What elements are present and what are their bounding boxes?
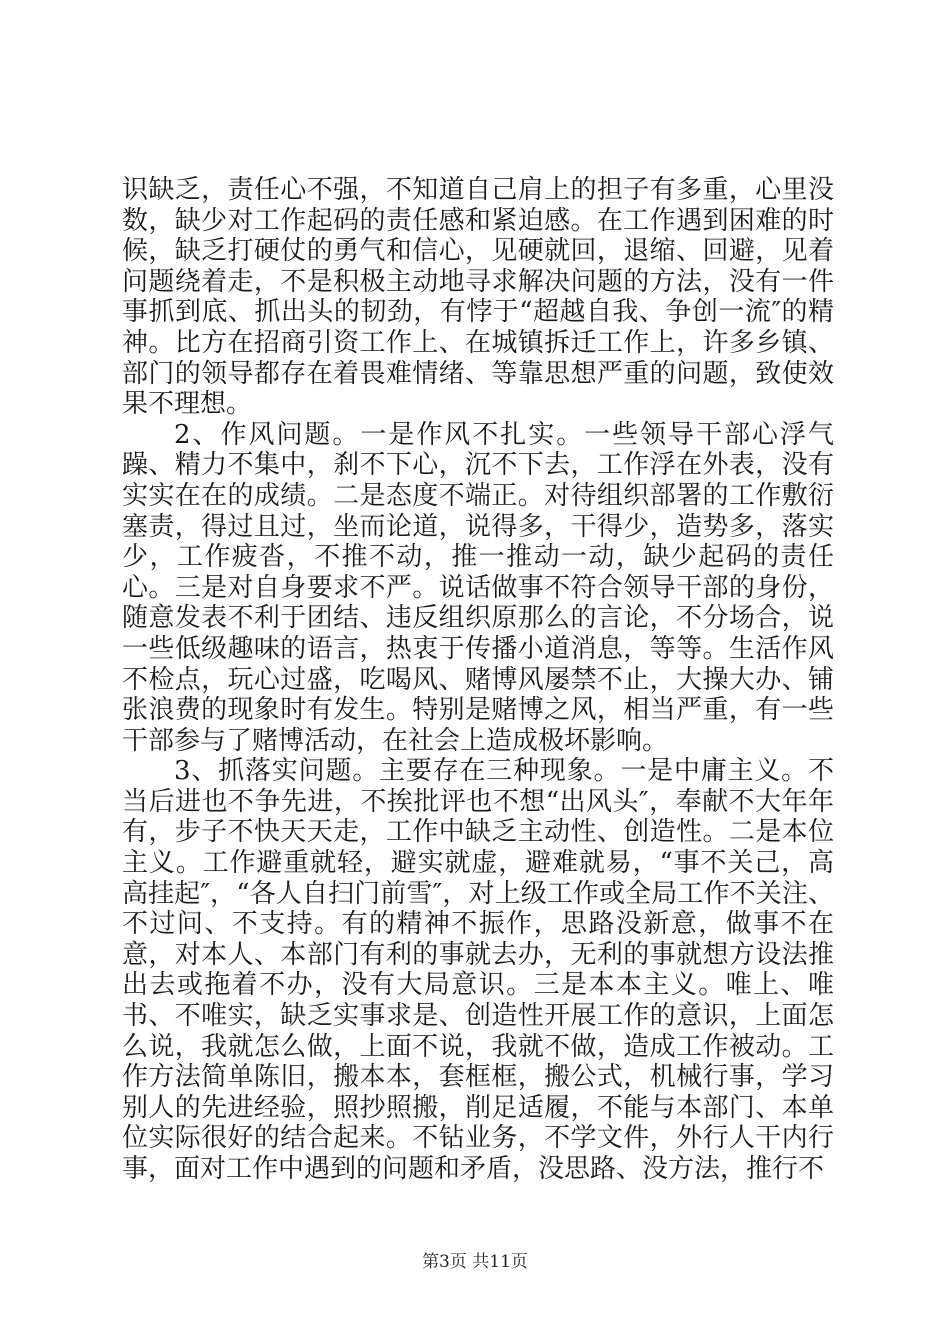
paragraph-style-issues: 2、作风问题。一是作风不扎实。一些领导干部心浮气躁、精力不集中，刹不下心，沉不下去，工作浮在外表，没有实实在在的成绩。二是态度不端正。对待组织部署的工作敷衍塞责，得过且过，坐而论道，说得多，干得少，造势多，落实少，工作疲沓，不推不动，推一推动一动，缺少起码的责任心。三是对自身要求不严。说话做事不符合领导干部的身份，随意发表不利于团结、违反组织原那么的言论，不分场合，说一些低级趣味的语言，热衷于传播小道消息，等等。生活作风不检点，玩心过盛，吃喝风、赌博风屡禁不止，大操大办、铺张浪费的现象时有发生。特别是赌博之风，相当严重，有一些干部参与了赌博活动，在社会上造成极坏影响。 (122, 419, 834, 756)
paragraph-implementation-issues: 3、抓落实问题。主要存在三种现象。一是中庸主义。不当后进也不争先进，不挨批评也不想“出风头″，奉献不大年年有，步子不快天天走，工作中缺乏主动性、创造性。二是本位主义。工作避重就轻，避实就虚，避难就易，“事不关己，高高挂起″，“各人自扫门前雪″，对上级工作或全局工作不关注、不过问、不支持。有的精神不振作，思路没新意，做事不在意，对本人、本部门有利的事就去办，无利的事就想方设法推出去或拖着不办，没有大局意识。三是本本主义。唯上、唯书、不唯实，缺乏实事求是、创造性开展工作的意识，上面怎么说，我就怎么做，上面不说，我就不做，造成工作被动。工作方法简单陈旧，搬本本，套框框，搬公式，机械行事，学习别人的先进经验，照抄照搬，削足适履，不能与本部门、本单位实际很好的结合起来。不钻业务，不学文件，外行人干内行事，面对工作中遇到的问题和矛盾，没思路、没方法，推行不 (122, 756, 834, 1184)
paragraph-continued: 识缺乏，责任心不强，不知道自己肩上的担子有多重，心里没数，缺少对工作起码的责任感和紧迫感。在工作遇到困难的时候，缺乏打硬仗的勇气和信心，见硬就回，退缩、回避，见着问题绕着走，不是积极主动地寻求解决问题的方法，没有一件事抓到底、抓出头的韧劲，有悖于“超越自我、争创一流″的精神。比方在招商引资工作上、在城镇拆迁工作上，许多乡镇、部门的领导都存在着畏难情绪、等靠思想严重的问题，致使效果不理想。 (122, 175, 834, 420)
document-body (122, 175, 834, 1185)
page-number-footer: 第3页 共11页 (422, 1252, 528, 1272)
